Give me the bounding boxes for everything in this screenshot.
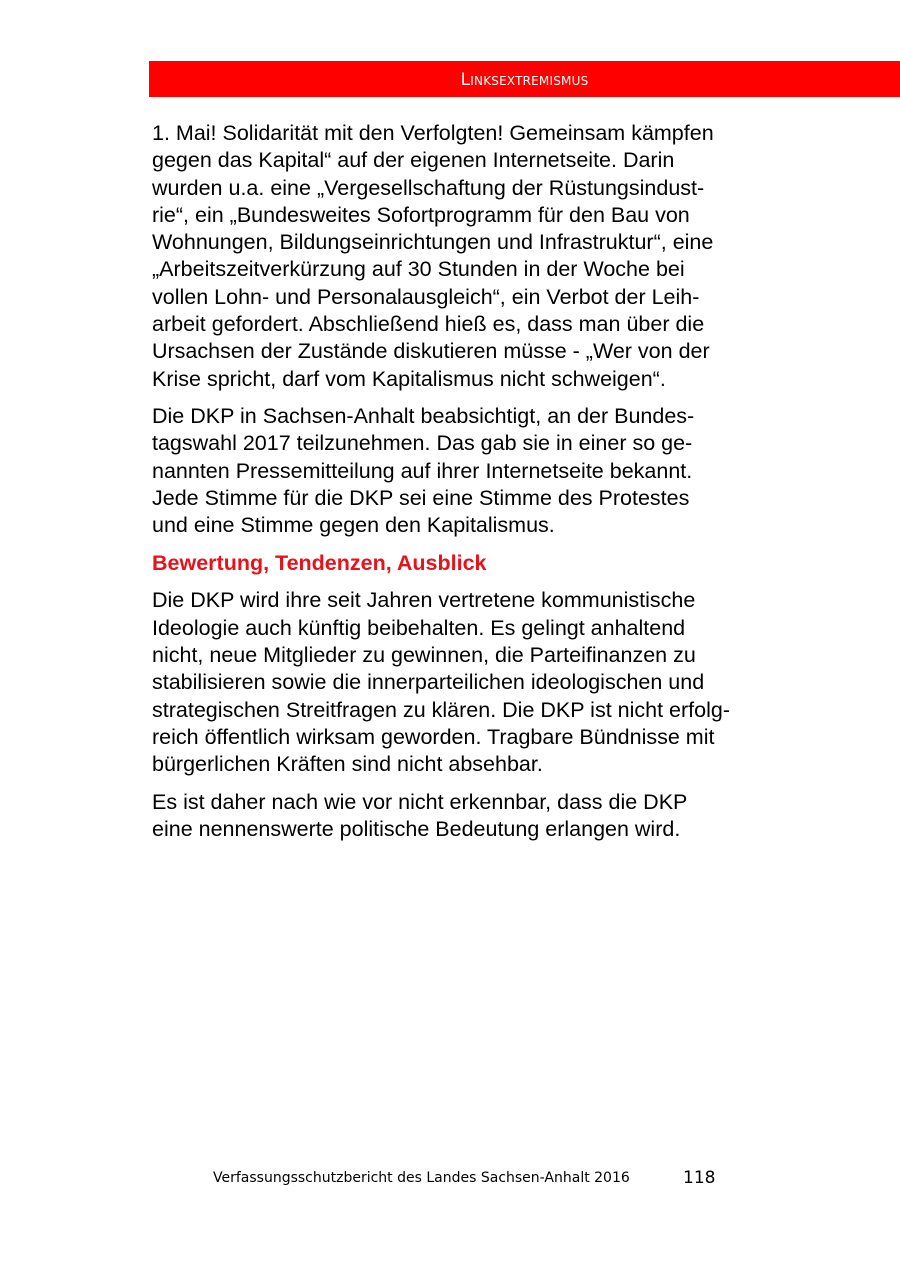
section-heading: Bewertung, Tendenzen, Ausblick — [152, 551, 487, 576]
text-line: Krise spricht, darf vom Kapitalismus nicht schweigen“. — [152, 366, 666, 391]
text-line: arbeit gefordert. Abschließend hieß es, dass man über die — [152, 312, 705, 337]
paragraph-3 — [152, 587, 792, 778]
text-line: und eine Stimme gegen den Kapitalismus. — [152, 513, 555, 538]
text-line: bürgerlichen Kräften sind nicht absehbar. — [152, 752, 543, 777]
text-line: eine nennenswerte politische Bedeutung erlangen wird. — [152, 816, 681, 841]
text-line: Wohnungen, Bildungseinrichtungen und Infrastruktur“, eine — [152, 230, 714, 255]
text-line: Die DKP wird ihre seit Jahren vertretene kommunistische — [152, 588, 696, 613]
section-header-bar — [149, 61, 900, 97]
text-line: stabilisieren sowie die innerparteilichen ideologischen und — [152, 670, 705, 695]
text-line: gegen das Kapital“ auf der eigenen Internetseite. Darin — [152, 148, 675, 173]
paragraph-4 — [152, 789, 792, 844]
text-line: reich öffentlich wirksam geworden. Tragbare Bündnisse mit — [152, 724, 715, 749]
text-line: nannten Pressemitteilung auf ihrer Internetseite bekannt. — [152, 458, 693, 483]
text-line: „Arbeitszeitverkürzung auf 30 Stunden in der Woche bei — [152, 257, 685, 282]
page-number: 118 — [683, 1168, 716, 1188]
text-line: Die DKP in Sachsen-Anhalt beabsichtigt, an der Bundes- — [152, 403, 695, 428]
text-line: Ursachsen der Zustände diskutieren müsse - „Wer von der — [152, 339, 710, 364]
text-line: tagswahl 2017 teilzunehmen. Das gab sie in einer so ge- — [152, 431, 693, 456]
text-line: rie“, ein „Bundesweites Sofortprogramm für den Bau von — [152, 202, 690, 227]
text-line: vollen Lohn- und Personalausgleich“, ein Verbot der Leih- — [152, 284, 700, 309]
text-line: strategischen Streitfragen zu klären. Die DKP ist nicht erfolg- — [152, 697, 730, 722]
document-body — [152, 120, 792, 853]
text-line: Ideologie auch künftig beibehalten. Es gelingt anhaltend — [152, 615, 686, 640]
footer-report-title: Verfassungsschutzbericht des Landes Sachsen-Anhalt 2016 — [213, 1170, 630, 1186]
text-line: 1. Mai! Solidarität mit den Verfolgten! Gemeinsam kämpfen — [152, 121, 714, 145]
paragraph-2 — [152, 403, 792, 539]
text-line: wurden u.a. eine „Vergesellschaftung der Rüstungsindust- — [152, 175, 705, 200]
paragraph-1 — [152, 120, 792, 393]
section-title: Linksextremismus — [460, 70, 589, 90]
text-line: Es ist daher nach wie vor nicht erkennbar, dass die DKP — [152, 789, 688, 814]
text-line: nicht, neue Mitglieder zu gewinnen, die Parteifinanzen zu — [152, 643, 696, 668]
text-line: Jede Stimme für die DKP sei eine Stimme des Protestes — [152, 485, 690, 510]
